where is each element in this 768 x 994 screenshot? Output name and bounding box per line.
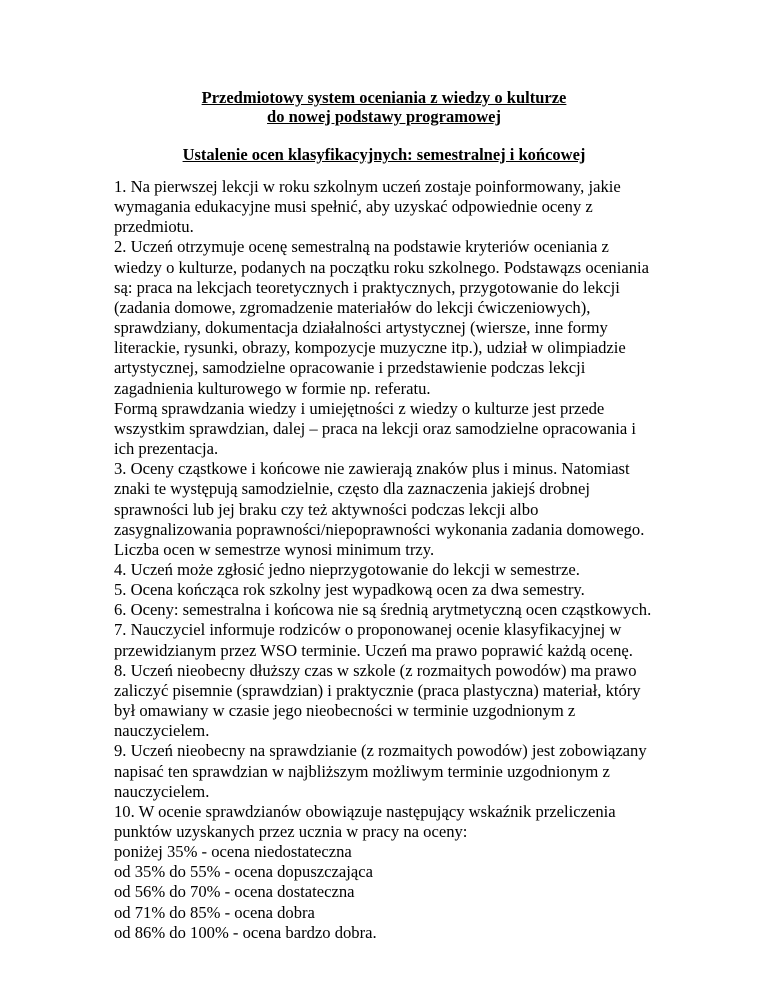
grade-threshold-line: od 71% do 85% - ocena dobra bbox=[114, 902, 315, 922]
text-line: 3. Oceny cząstkowe i końcowe nie zawierają znaków plus i minus. Natomiast bbox=[114, 459, 630, 479]
text-line: (zadania domowe, zgromadzenie materiałów do lekcji ćwiczeniowych), bbox=[114, 297, 591, 317]
document-body bbox=[114, 177, 674, 943]
text-line: zagadnienia kulturowego w formie np. referatu. bbox=[114, 378, 431, 398]
grade-threshold-line: od 86% do 100% - ocena bardzo dobra. bbox=[114, 922, 377, 942]
text-line: przedmiotu. bbox=[114, 217, 194, 237]
grade-threshold-line: poniżej 35% - ocena niedostateczna bbox=[114, 842, 352, 862]
text-line: 2. Uczeń otrzymuje ocenę semestralną na podstawie kryteriów oceniania z bbox=[114, 237, 609, 257]
text-line: artystycznej, samodzielne opracowanie i przedstawienie podczas lekcji bbox=[114, 358, 586, 378]
text-line: 6. Oceny: semestralna i końcowa nie są średnią arytmetyczną ocen cząstkowych. bbox=[114, 600, 652, 620]
grade-threshold-line: od 56% do 70% - ocena dostateczna bbox=[114, 882, 355, 902]
text-line: wszystkim sprawdzian, dalej – praca na lekcji oraz samodzielne opracowania i bbox=[114, 418, 637, 438]
text-line: zasygnalizowania poprawności/niepoprawności wykonania zadania domowego. bbox=[114, 519, 645, 539]
text-line: wymagania edukacyjne musi spełnić, aby uzyskać odpowiednie oceny z bbox=[114, 197, 593, 217]
text-line: zaliczyć pisemnie (sprawdzian) i praktycznie (praca plastyczna) materiał, który bbox=[114, 680, 641, 700]
text-line: przewidzianym przez WSO terminie. Uczeń ma prawo poprawić każdą ocenę. bbox=[114, 640, 633, 660]
text-line: 4. Uczeń może zgłosić jedno nieprzygotowanie do lekcji w semestrze. bbox=[114, 559, 580, 579]
document-title-line1: Przedmiotowy system oceniania z wiedzy o kulturze bbox=[201, 88, 567, 107]
text-line: literackie, rysunki, obrazy, kompozycje muzyczne itp.), udział w olimpiadzie bbox=[114, 338, 626, 358]
text-line: nauczycielem. bbox=[114, 721, 210, 741]
text-line: znaki te występują samodzielnie, często dla zaznaczenia jakiejś drobnej bbox=[114, 479, 590, 499]
text-line: 9. Uczeń nieobecny na sprawdzianie (z rozmaitych powodów) jest zobowiązany bbox=[114, 741, 647, 761]
text-line: sprawdziany, dokumentacja działalności artystycznej (wiersze, inne formy bbox=[114, 318, 608, 338]
text-line: 1. Na pierwszej lekcji w roku szkolnym uczeń zostaje poinformowany, jakie bbox=[114, 177, 621, 196]
section-subtitle: Ustalenie ocen klasyfikacyjnych: semestralnej i końcowej bbox=[182, 145, 586, 164]
text-line: punktów uzyskanych przez ucznia w pracy na oceny: bbox=[114, 822, 468, 841]
text-line: są: praca na lekcjach teoretycznych i praktycznych, przygotowanie do lekcji bbox=[114, 277, 620, 297]
text-line: wiedzy o kulturze, podanych na początku roku szkolnego. Podstawązs oceniania bbox=[114, 257, 649, 277]
text-line: 5. Ocena kończąca rok szkolny jest wypadkową ocen za dwa semestry. bbox=[114, 580, 585, 600]
document-title-line2: do nowej podstawy programowej bbox=[267, 107, 501, 126]
text-line: Liczba ocen w semestrze wynosi minimum trzy. bbox=[114, 539, 435, 559]
text-line: był omawiany w czasie jego nieobecności w terminie uzgodnionym z bbox=[114, 701, 576, 721]
text-line: sprawności lub jej braku czy też aktywności podczas lekcji albo bbox=[114, 499, 539, 519]
grade-threshold-line: od 35% do 55% - ocena dopuszczająca bbox=[114, 862, 373, 882]
text-line: napisać ten sprawdzian w najbliższym możliwym terminie uzgodnionym z bbox=[114, 761, 610, 781]
text-line: 10. W ocenie sprawdzianów obowiązuje następujący wskaźnik przeliczenia bbox=[114, 801, 616, 821]
text-line: 7. Nauczyciel informuje rodziców o proponowanej ocenie klasyfikacyjnej w bbox=[114, 620, 622, 640]
text-line: Formą sprawdzania wiedzy i umiejętności z wiedzy o kulturze jest przede bbox=[114, 398, 605, 418]
text-line: ich prezentacja. bbox=[114, 439, 219, 459]
text-line: 8. Uczeń nieobecny dłuższy czas w szkole (z rozmaitych powodów) ma prawo bbox=[114, 660, 637, 680]
text-line: nauczycielem. bbox=[114, 781, 210, 801]
